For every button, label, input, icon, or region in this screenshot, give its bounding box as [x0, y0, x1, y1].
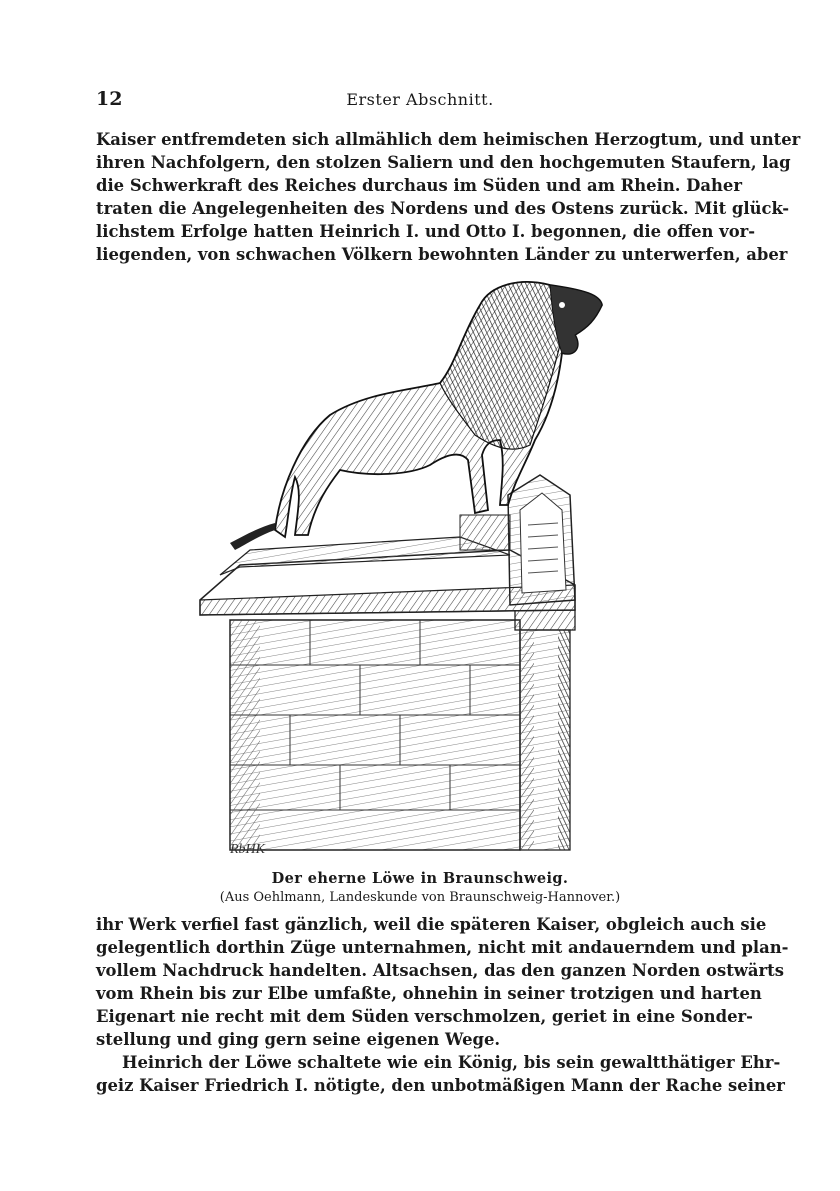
pedestal-shaft	[230, 620, 520, 850]
text-line: vom Rhein bis zur Elbe umfaßte, ohnehin in seiner trotzigen und harten	[96, 984, 762, 1003]
text-line: traten die Angelegenheiten des Nordens und des Ostens zurück. Mit glück-	[96, 199, 789, 218]
text-line: ihr Werk verfiel fast gänzlich, weil die späteren Kaiser, obgleich auch sie	[96, 915, 767, 934]
text-line: die Schwerkraft des Reiches durchaus im Süden und am Rhein. Daher	[96, 176, 742, 195]
body-text-bottom	[96, 913, 789, 1097]
text-line: Kaiser entfremdeten sich allmählich dem heimischen Herzogtum, und unter	[96, 130, 801, 149]
text-line: stellung und ging gern seine eigenen Wege.	[96, 1030, 501, 1049]
text-line: Eigenart nie recht mit dem Süden verschmolzen, geriet in eine Sonder-	[96, 1007, 753, 1026]
lion-engraving	[190, 265, 640, 855]
text-line: gelegentlich dorthin Züge unternahmen, nicht mit andauerndem und plan-	[96, 938, 789, 957]
figure-caption: Der eherne Löwe in Braunschweig.	[271, 870, 569, 887]
text-line: ihren Nachfolgern, den stolzen Saliern und den hochgemuten Staufern, lag	[96, 153, 791, 172]
text-line: geiz Kaiser Friedrich I. nötigte, den unbotmäßigen Mann der Rache seiner	[96, 1076, 785, 1095]
pedestal-column	[515, 610, 575, 850]
running-header: Erster Abschnitt.	[346, 90, 494, 109]
artist-signature: RbHK	[230, 842, 265, 855]
text-line: Heinrich der Löwe schaltete wie ein König, bis sein gewaltthätiger Ehr-	[122, 1053, 781, 1072]
text-line: lichstem Erfolge hatten Heinrich I. und Otto I. begonnen, die offen vor-	[96, 222, 756, 241]
figure-source: (Aus Oehlmann, Landeskunde von Braunschweig-Hannover.)	[219, 890, 621, 905]
page-number: 12	[96, 88, 123, 110]
lion-monument-illustration	[190, 265, 640, 855]
text-line: liegenden, von schwachen Völkern bewohnten Länder zu unterwerfen, aber	[96, 245, 788, 264]
body-text-top	[96, 128, 801, 266]
text-line: vollem Nachdruck handelten. Altsachsen, das den ganzen Norden ostwärts	[96, 961, 784, 980]
